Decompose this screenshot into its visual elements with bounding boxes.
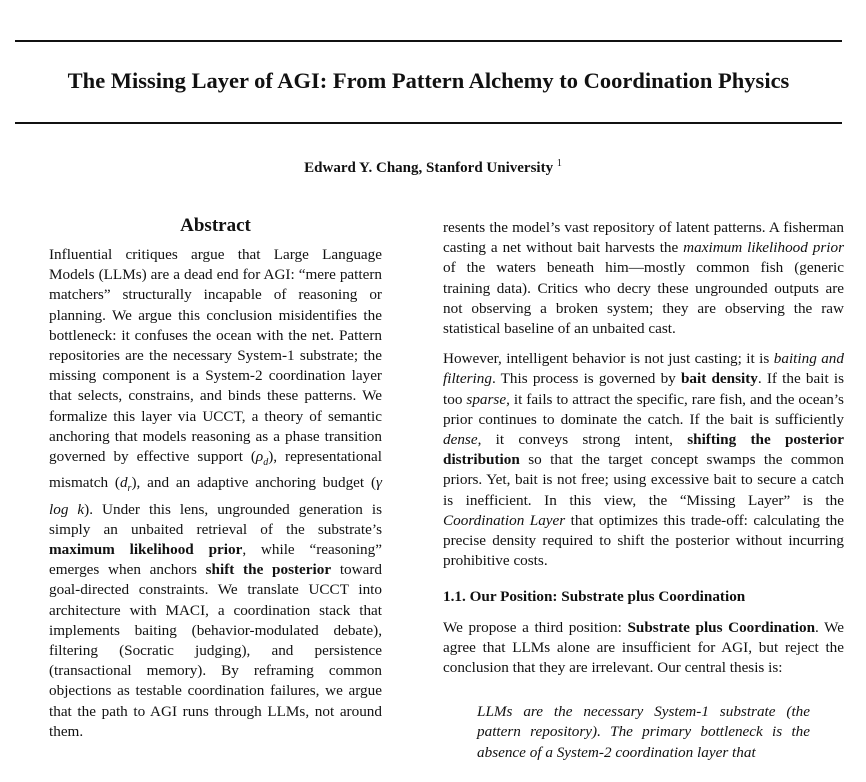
budget-symbol: γ log k — [49, 474, 383, 518]
section-heading: 1.1. Our Position: Substrate plus Coordination — [443, 588, 746, 606]
abstract-text-1: Influential critiques argue that Large Language Models (LLMs) are a dead end for AGI: “mere pattern matchers” structurally incapable of reasoning or planning. We argue this conclusion misidentifies the bottleneck: it confuses the ocean with the net. Pattern repositories are the necessary System-1 substrate; the missing component is a System-2 coordination layer that selects, constrains, and binds these patterns. We formalize this layer via UCCT, a theory of semantic anchoring that models reasoning as a phase transition governed by effective support ( — [49, 246, 382, 466]
top-rule — [15, 40, 842, 42]
p3-text-2: . We agree that LLMs alone are insufficient for AGI, but reject the conclusion that they are irrelevant. Our central thesis is: — [443, 618, 844, 677]
rho-symbol — [255, 448, 269, 469]
abstract-paragraph — [49, 245, 382, 742]
p3-text-1: We propose a third position: — [443, 618, 628, 636]
p2-text-5: , it conveys strong intent, — [477, 431, 688, 449]
p2-text-2: . This process is governed by — [491, 370, 681, 388]
author-line — [0, 158, 866, 178]
abstract-text-4: ). Under this lens, ungrounded generation is simply an unbaited retrieval of the substrate’s — [49, 500, 382, 538]
rho-subscript: d — [263, 457, 269, 469]
d-symbol — [119, 474, 132, 495]
p2-text-4: , it fails to attract the specific, rare fish, and the ocean’s prior continues to dominate the catch. If the bait is sufficiently — [443, 390, 844, 428]
abstract-body — [49, 245, 382, 742]
abstract-bold-1: maximum likelihood prior — [49, 540, 243, 558]
paragraph-baiting — [443, 349, 844, 571]
p1-text-2: of the waters beneath him—mostly common fish (generic training data). Critics who decry these ungrounded outputs are not observing a broken system; they are observing the raw statistical baseline of an unbaited cast. — [443, 259, 844, 338]
p2-bold-1: bait density — [680, 370, 758, 388]
bottom-rule — [15, 122, 842, 124]
rho-char: ρ — [255, 448, 264, 466]
p3-bold-1: Substrate plus Coordination — [627, 618, 816, 636]
p1-text-1: resents the model’s vast repository of latent patterns. A fisherman casting a net without bait harvests the — [443, 219, 844, 257]
thesis-statement: LLMs are the necessary System-1 substrate (the pattern repository). The primary bottleneck is the absence of a System-2 coordination layer that — [477, 703, 810, 761]
p2-italic-1: baiting and filtering — [443, 350, 844, 388]
abstract-text-2: ), representational mismatch ( — [49, 448, 382, 492]
p2-italic-2: sparse — [466, 390, 507, 408]
abstract-heading: Abstract — [180, 215, 251, 236]
p2-italic-4: Coordination Layer — [443, 511, 566, 529]
abstract-bold-2: shift the posterior — [205, 561, 332, 579]
d-subscript: r — [127, 483, 132, 495]
p2-text-6: so that the target concept swamps the common priors. Yet, bait is not free; using excessive bait to secure a catch is inefficient. In this view, the “Missing Layer” is the — [443, 451, 844, 509]
right-column — [443, 218, 844, 763]
paragraph-fisherman — [443, 218, 844, 339]
p2-text-1: However, intelligent behavior is not just casting; it is — [443, 350, 774, 368]
p2-italic-3: dense — [443, 431, 478, 449]
p1-italic-1: maximum likelihood prior — [683, 239, 844, 257]
paper-title: The Missing Layer of AGI: From Pattern Alchemy to Coordination Physics — [67, 68, 790, 93]
d-char: d — [119, 474, 128, 492]
author-footnote-mark: 1 — [556, 158, 562, 169]
p2-text-3: . If the bait is too — [443, 370, 844, 408]
abstract-text-6: toward goal-directed constraints. We translate UCCT into architecture with MACI, a coordination stack that implements baiting (behavior-modulated debate), filtering (Socratic judging), and persistence (transactional memory). By reframing common objections as testable coordination failures, we argue that the path to AGI runs through LLMs, not around them. — [49, 561, 382, 740]
p2-text-7: that optimizes this trade-off: calculating the precise density required to shift the posterior without incurring prohibitive costs. — [443, 511, 844, 570]
abstract-text-3: ), and an adaptive anchoring budget ( — [131, 474, 377, 492]
p2-bold-2: shifting the posterior distribution — [443, 431, 844, 469]
abstract-text-5: , while “reasoning” emerges when anchors — [49, 540, 382, 579]
paragraph-position — [443, 618, 844, 679]
author-names: Edward Y. Chang, Stanford University — [304, 160, 554, 176]
